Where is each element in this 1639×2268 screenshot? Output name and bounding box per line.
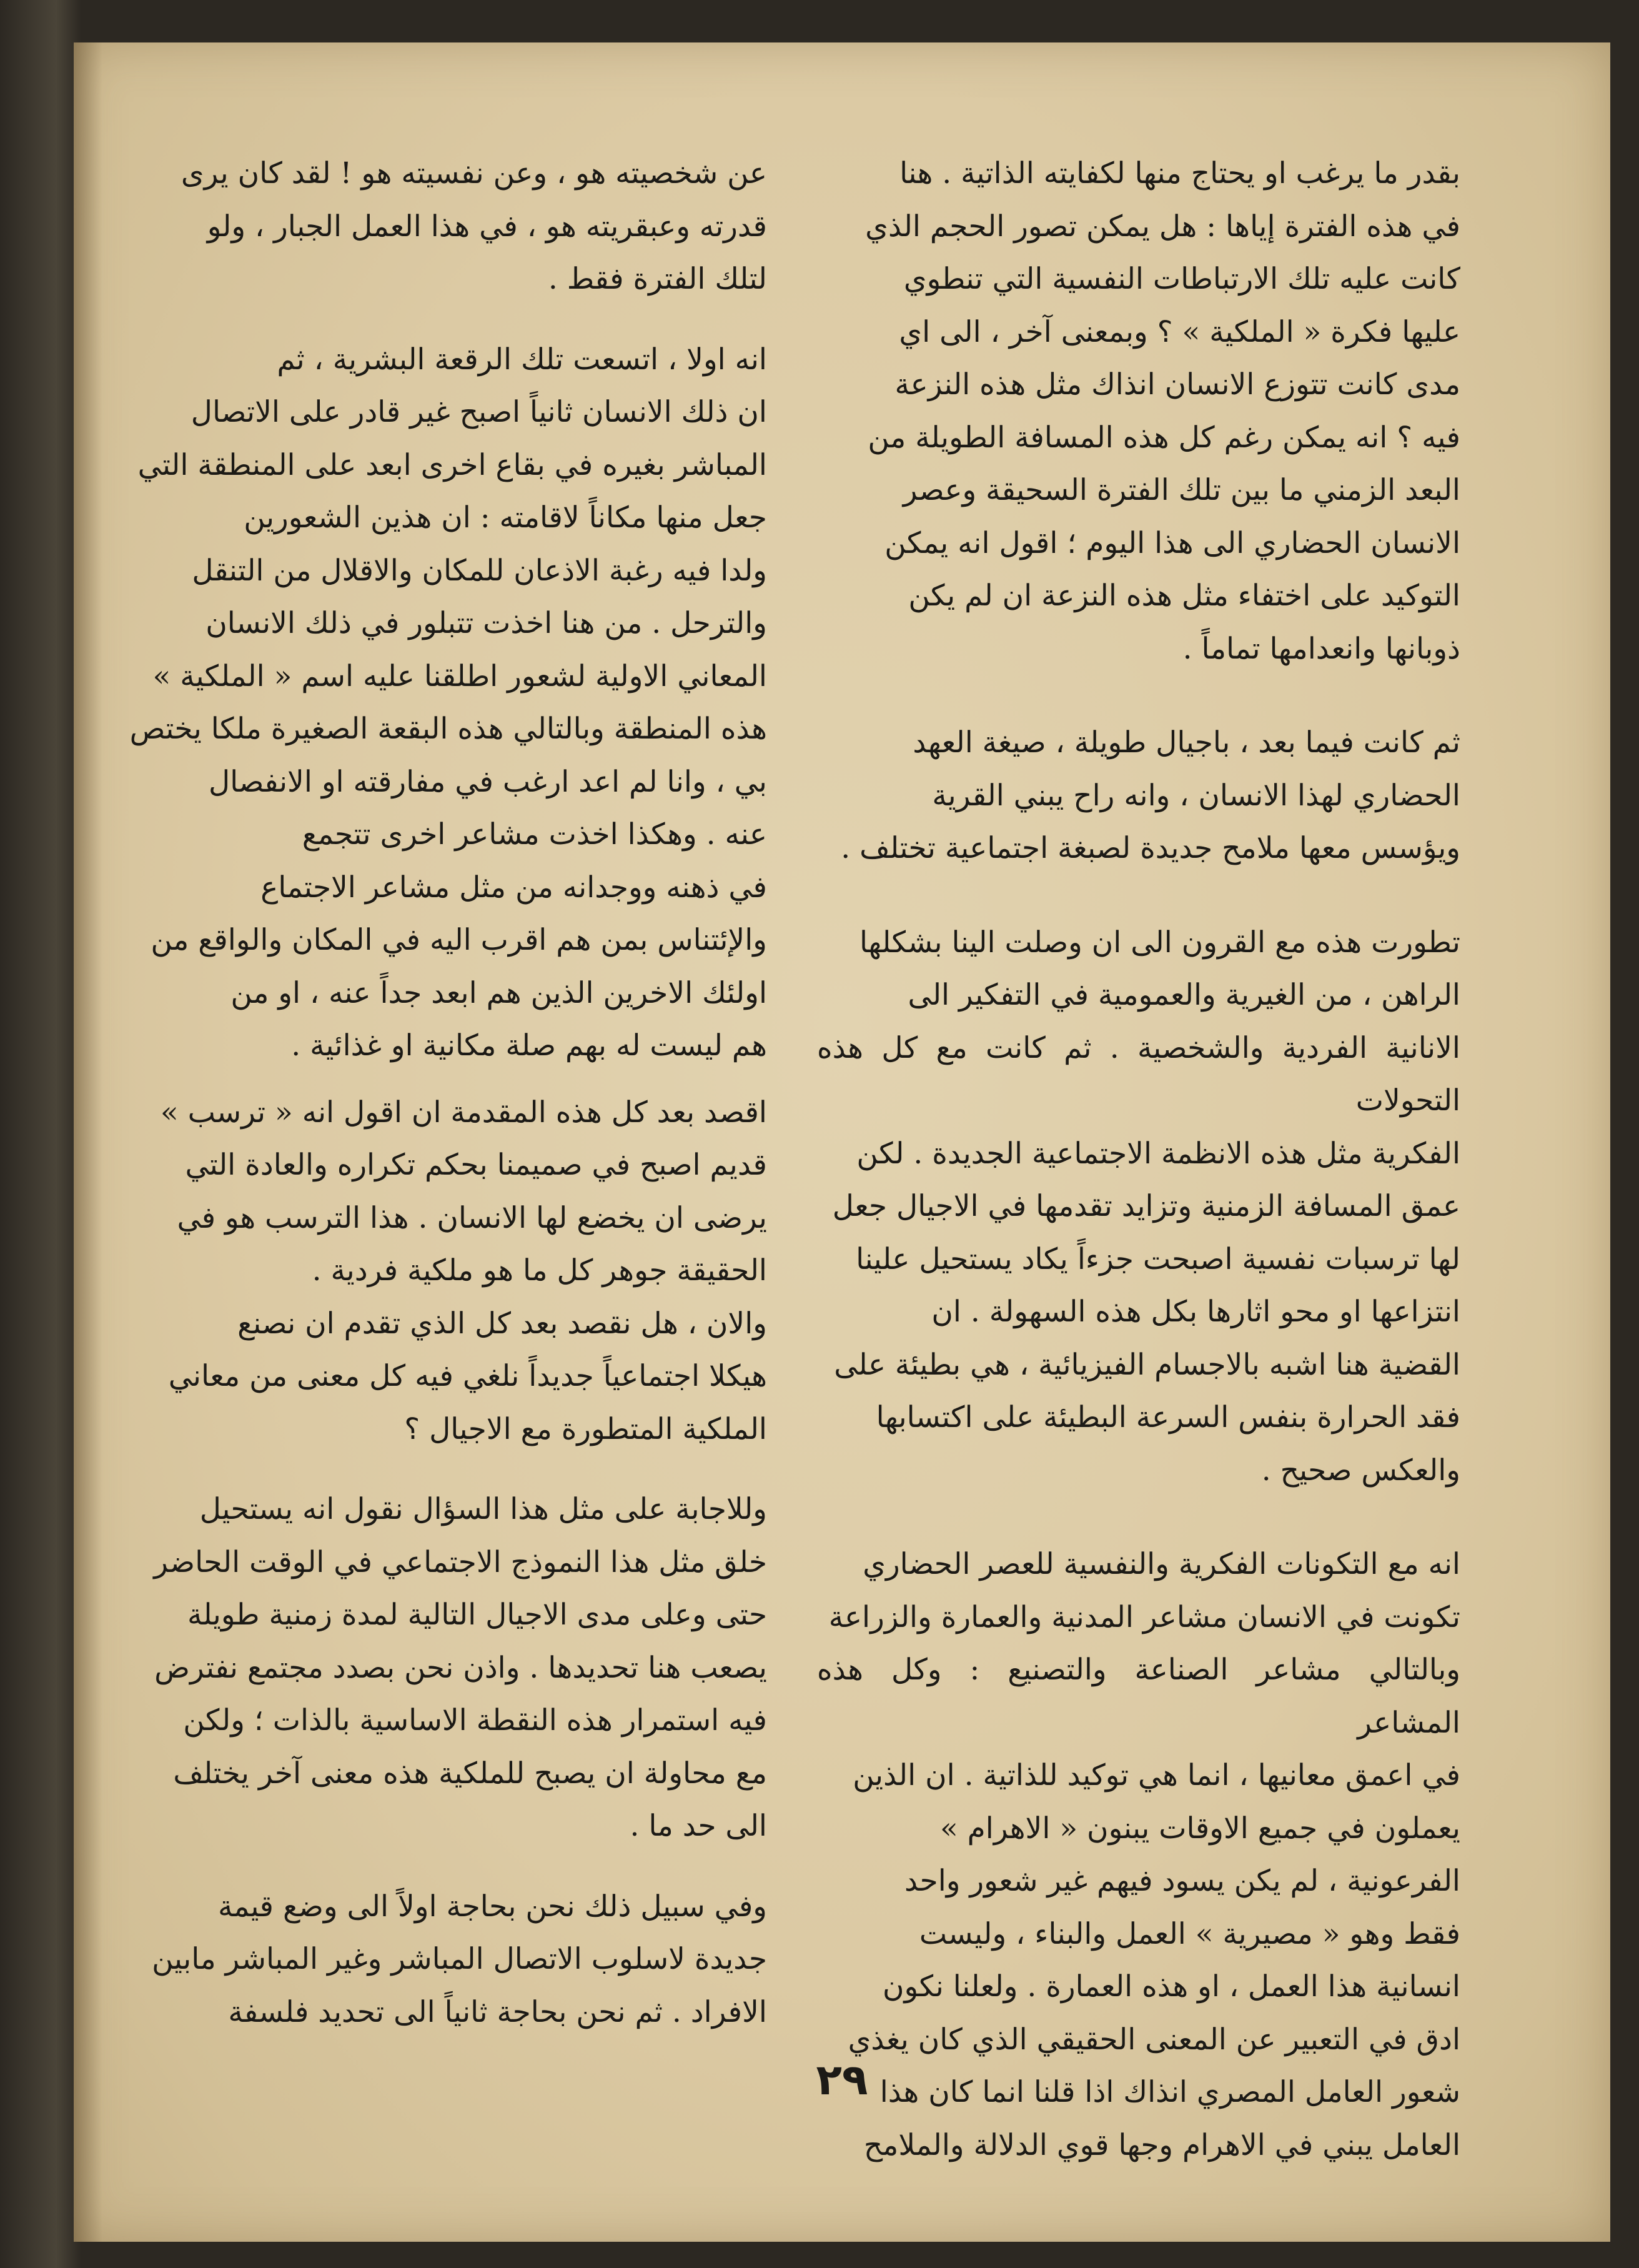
left-text-column — [124, 147, 767, 2039]
paragraph: ثم كانت فيما بعد ، باجيال طويلة ، صيغة العهد الحضاري لهذا الانسان ، وانه راح يبني القرية ويؤسس معها ملامح جديدة لصبغة اجتماعية تختلف . — [841, 725, 1460, 865]
paragraph: انه اولا ، اتسعت تلك الرقعة البشرية ، ثم ان ذلك الانسان ثانياً اصبح غير قادر على الاتصال المباشر بغيره في بقاع اخرى ابعد على المنطقة التي جعل منها مكاناً لاقامته : ان هذين الشعورين ولدا فيه رغبة الاذعان للمكان والاقلال من التنقل والترحل . من هنا اخذت تتبلور في ذلك الانسان المعاني الاولية لشعور اطلقنا عليه اسم « الملكية » هذه المنطقة وبالتالي هذه البقعة الصغيرة ملكا يختص بي ، وانا لم اعد ارغب في مفارقته او الانفصال عنه . وهكذا اخذت مشاعر اخرى تتجمع في ذهنه ووجدانه من مثل مشاعر الاجتماع والإئتناس بمن هم اقرب اليه في المكان والواقع من اولئك الاخرين الذين هم ابعد جداً عنه ، او من هم ليست له بهم صلة مكانية او غذائية . — [129, 342, 767, 1063]
paragraph: اقصد بعد كل هذه المقدمة ان اقول انه « ترسب » قديم اصبح في صميمنا بحكم تكراره والعادة التي يرضى ان يخضع لها الانسان . هذا الترسب هو في الحقيقة جوهر كل ما هو ملكية فردية . — [160, 1095, 767, 1288]
paragraph: تطورت هذه مع القرون الى ان وصلت الينا بشكلها الراهن ، من الغيرية والعمومية في التفكير الى الانانية الفردية والشخصية . ثم كانت مع كل هذه التحولات الفكرية مثل هذه الانظمة الاجتماعية الجديدة . لكن عمق المسافة الزمنية وتزايد تقدمها في الاجيال جعل لها ترسبات نفسية اصبحت جزءاً يكاد يستحيل علينا انتزاعها او محو اثارها بكل هذه السهولة . ان القضية هنا اشبه بالاجسام الفيزيائية ، هي بطيئة على فقد الحرارة بنفس السرعة البطيئة على اكتسابها والعكس صحيح . — [817, 925, 1460, 1488]
paragraph: بقدر ما يرغب او يحتاج منها لكفايته الذاتية . هنا في هذه الفترة إياها : هل يمكن تصور الحجم الذي كانت عليه تلك الارتباطات النفسية التي تنطوي عليها فكرة « الملكية » ؟ وبمعنى آخر ، الى اي مدى كانت تتوزع الانسان انذاك مثل هذه النزعة فيه ؟ انه يمكن رغم كل هذه المسافة الطويلة من البعد الزمني ما بين تلك الفترة السحيقة وعصر الانسان الحضاري الى هذا اليوم ؛ اقول انه يمكن التوكيد على اختفاء مثل هذه النزعة ان لم يكن ذوبانها وانعدامها تماماً . — [865, 156, 1460, 666]
magazine-page — [74, 42, 1610, 2242]
paragraph: وللاجابة على مثل هذا السؤال نقول انه يستحيل خلق مثل هذا النموذج الاجتماعي في الوقت الحاضر حتى وعلى مدى الاجيال التالية لمدة زمنية طويلة يصعب هنا تحديدها . واذن نحن بصدد مجتمع نفترض فيه استمرار هذه النقطة الاساسية بالذات ؛ ولكن مع محاولة ان يصبح للملكية هذه معنى آخر يختلف الى حد ما . — [154, 1492, 767, 1843]
page-number: ٢٩ — [816, 2056, 868, 2105]
paragraph: والان ، هل نقصد بعد كل الذي تقدم ان نصنع هيكلا اجتماعياً جديداً نلغي فيه كل معنى من معاني الملكية المتطورة مع الاجيال ؟ — [168, 1306, 767, 1446]
paragraph: عن شخصيته هو ، وعن نفسيته هو ! لقد كان يرى قدرته وعبقريته هو ، في هذا العمل الجبار ، ولو لتلك الفترة فقط . — [181, 156, 767, 296]
right-text-column — [817, 147, 1460, 2172]
paragraph: وفي سبيل ذلك نحن بحاجة اولاً الى وضع قيمة جديدة لاسلوب الاتصال المباشر وغير المباشر مابين الافراد . ثم نحن بحاجة ثانياً الى تحديد فلسفة — [152, 1889, 767, 2029]
paragraph: انه مع التكونات الفكرية والنفسية للعصر الحضاري تكونت في الانسان مشاعر المدنية والعمارة والزراعة وبالتالي مشاعر الصناعة والتصنيع : وكل هذه المشاعر في اعمق معانيها ، انما هي توكيد للذاتية . ان الذين يعملون في جميع الاوقات يبنون « الاهرام » الفرعونية ، لم يكن يسود فيهم غير شعور واحد فقط وهو « مصيرية » العمل والبناء ، وليست انسانية هذا العمل ، او هذه العمارة . ولعلنا نكون ادق في التعبير عن المعنى الحقيقي الذي كان يغذي شعور العامل المصري انذاك اذا قلنا انما كان هذا العامل يبني في الاهرام وجها قوي الدلالة والملامح — [817, 1547, 1460, 2162]
